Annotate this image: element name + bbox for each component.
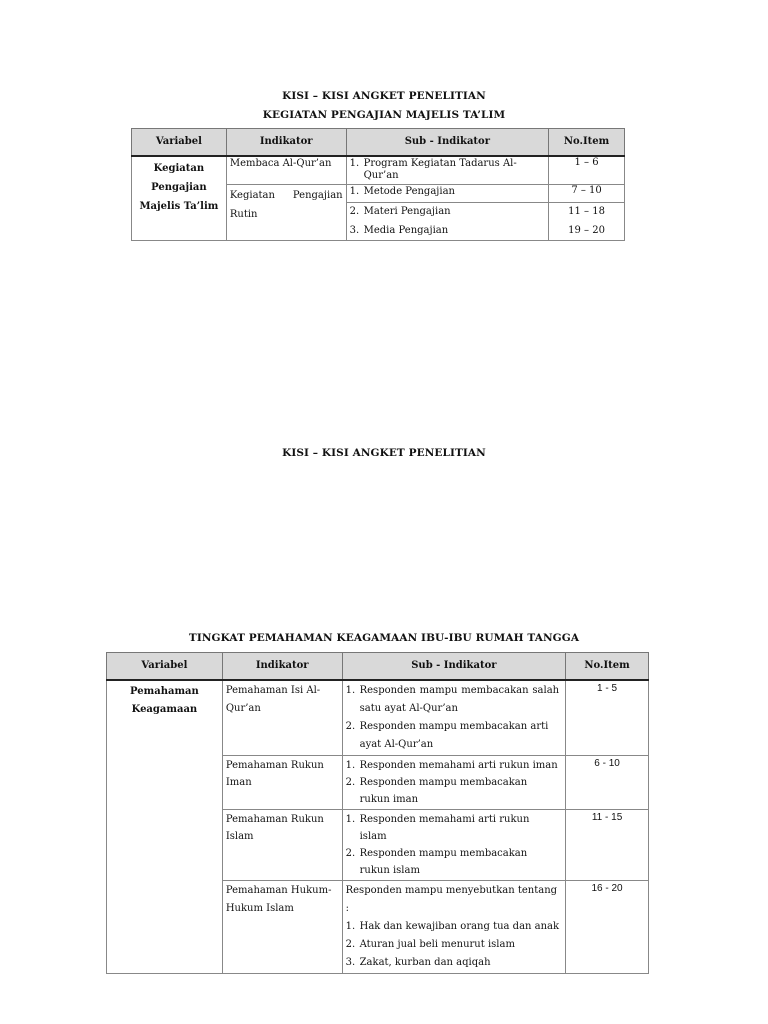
- indikator-cell: Pemahaman Rukun Islam: [222, 809, 342, 880]
- section1-table: [131, 128, 625, 241]
- header-variabel: Variabel: [132, 129, 227, 156]
- indikator-cell: Pemahaman Hukum-Hukum Islam: [222, 880, 342, 973]
- item-cell: 11 – 18: [549, 202, 625, 222]
- table-row: [107, 680, 649, 756]
- item-cell: 11 - 15: [566, 809, 649, 880]
- header-sub-indikator: Sub - Indikator: [346, 129, 549, 156]
- item-cell: 19 – 20: [549, 222, 625, 240]
- sub-indikator-cell: 1. Metode Pengajian: [346, 184, 549, 202]
- item-cell: 16 - 20: [566, 880, 649, 973]
- sub-indikator-cell: 1. Responden memahami arti rukun iman 2. Responden mampu membacakan rukun iman: [342, 755, 566, 809]
- table-header-row: [132, 129, 625, 156]
- item-cell: 1 – 6: [549, 156, 625, 185]
- sub-indikator-cell: 1. Responden mampu membacakan salah satu ayat Al-Qur’an 2. Responden mampu membacakan arti ayat Al-Qur’an: [342, 680, 566, 756]
- indikator-cell: Membaca Al-Qur’an: [226, 156, 346, 185]
- section1-subtitle: KEGIATAN PENGAJIAN MAJELIS TA’LIM: [262, 109, 506, 121]
- sub-indikator-cell: 3. Media Pengajian: [346, 222, 549, 240]
- section2-subtitle: TINGKAT PEMAHAMAN KEAGAMAAN IBU-IBU RUMAH TANGGA: [188, 632, 580, 644]
- item-cell: 6 - 10: [566, 755, 649, 809]
- table-row: [132, 156, 625, 185]
- indikator-cell: Pemahaman Isi Al-Qur’an: [222, 680, 342, 756]
- item-cell: 1 - 5: [566, 680, 649, 756]
- indikator-cell: Kegiatan Pengajian Rutin: [226, 184, 346, 240]
- section2-title: KISI – KISI ANGKET PENELITIAN: [282, 447, 486, 459]
- section2-table: [106, 652, 649, 974]
- table-header-row: [107, 653, 649, 680]
- header-no-item: No.Item: [566, 653, 649, 680]
- header-indikator: Indikator: [226, 129, 346, 156]
- sub-indikator-intro: Responden mampu menyebutkan tentang :: [345, 884, 558, 914]
- section1-title: KISI – KISI ANGKET PENELITIAN: [282, 90, 486, 102]
- header-variabel: Variabel: [107, 653, 223, 680]
- sub-indikator-cell: 1. Program Kegiatan Tadarus Al-Qur’an: [346, 156, 549, 185]
- header-sub-indikator: Sub - Indikator: [342, 653, 566, 680]
- sub-indikator-cell: Responden mampu menyebutkan tentang : 1. Hak dan kewajiban orang tua dan anak 2. Aturan jual beli menurut islam 3. Zakat, kurban dan aqiqah: [342, 880, 566, 973]
- variable-cell: Kegiatan Pengajian Majelis Ta’lim: [132, 156, 227, 241]
- indikator-cell: Pemahaman Rukun Iman: [222, 755, 342, 809]
- item-cell: 7 – 10: [549, 184, 625, 202]
- sub-indikator-cell: 1. Responden memahami arti rukun islam 2. Responden mampu membacakan rukun islam: [342, 809, 566, 880]
- variable-cell: Pemahaman Keagamaan: [107, 680, 223, 974]
- header-no-item: No.Item: [549, 129, 625, 156]
- header-indikator: Indikator: [222, 653, 342, 680]
- sub-indikator-cell: 2. Materi Pengajian: [346, 202, 549, 222]
